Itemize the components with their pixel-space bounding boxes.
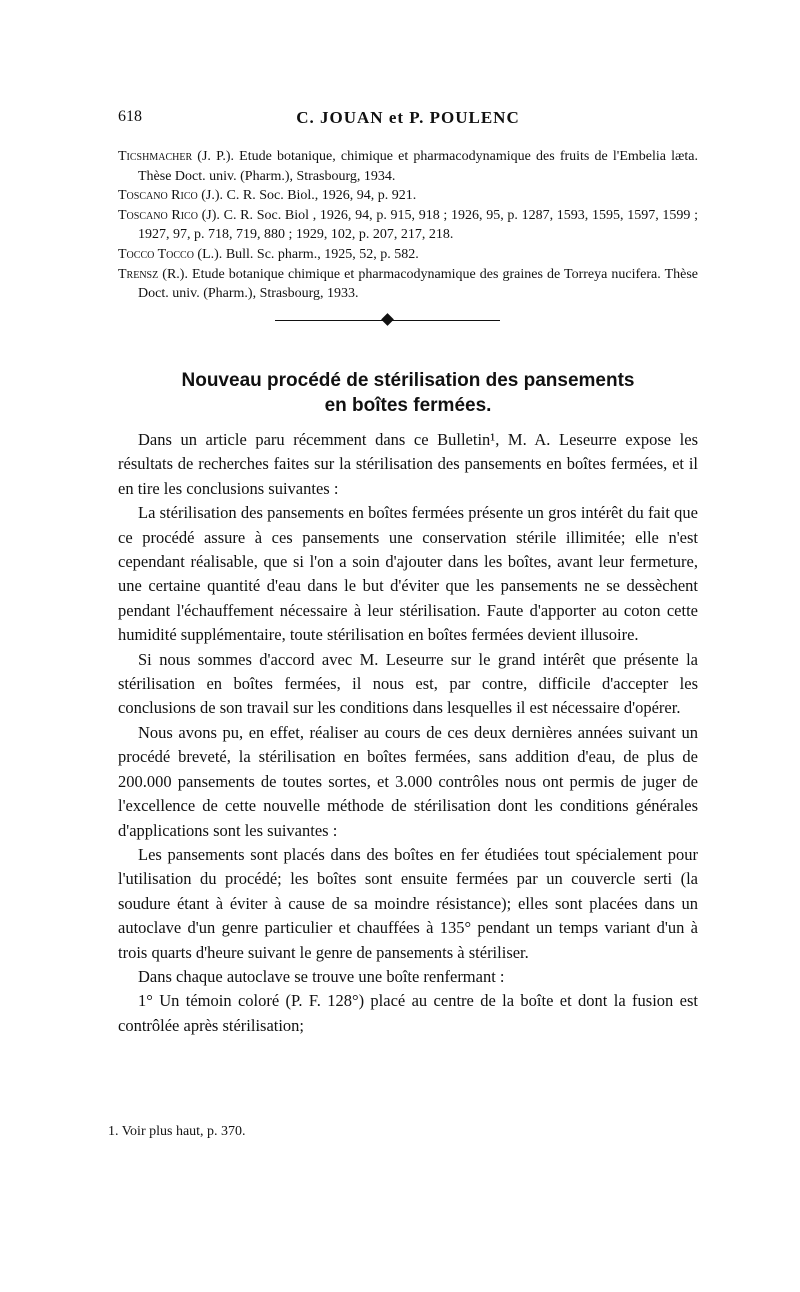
footnote: 1. Voir plus haut, p. 370. bbox=[108, 1124, 246, 1139]
reference-text: Bull. Sc. pharm., 1925, 52, p. 582. bbox=[225, 246, 419, 262]
reference-author: Tocco Tocco bbox=[118, 246, 194, 262]
article-title-line-1: Nouveau procédé de stérilisation des pansements bbox=[181, 370, 635, 391]
reference-entry bbox=[118, 147, 698, 186]
reference-text: C. R. Soc. Biol., 1926, 94, p. 921. bbox=[226, 188, 417, 204]
page-number: 618 bbox=[118, 108, 142, 125]
reference-initials: (L.). bbox=[193, 246, 226, 262]
body-paragraph: Les pansements sont placés dans des boîtes en fer étudiées tout spécialement pour l'utilisation du procédé; les boîtes sont ensuite fermées par un couvercle serti (la soudure étant à éviter à cause de sa moindre résistance); elles sont placées dans un autoclave d'un genre particulier et chauffées à 135° pendant un temps variant d'un à trois quarts d'heure suivant le genre de pansements à stériliser. bbox=[118, 844, 698, 962]
page-header bbox=[118, 108, 698, 138]
reference-entry bbox=[118, 186, 698, 206]
reference-text: C. R. Soc. Biol , 1926, 94, p. 915, 918 ; 1926, 95, p. 1287, 1593, 1595, 1597, 1599 ; 1927, 97, p. 718, 719, 880 ; 1929, 102, p. 207, 217, 218. bbox=[138, 207, 699, 243]
reference-initials: (J. P.). bbox=[192, 149, 240, 164]
body-paragraph: La stérilisation des pansements en boîtes fermées présente un gros intérêt du fait que ce procédé assure à ces pansements une conservation stérile illimitée; elle n'est cependant réalisable, que si l'on a soin d'ajouter dans les boîtes, avant leur fermeture, une certaine quantité d'eau dans le but d'éviter que les pansements ne se dessèchent pendant l'échauffement nécessaire à leur stérilisation. Faute d'apporter au coton cette humidité supplémentaire, toute stérilisation en boîtes fermées devient illusoire. bbox=[118, 503, 698, 645]
reference-author: Ticshmacher bbox=[118, 149, 193, 164]
reference-list bbox=[118, 147, 698, 304]
article-title bbox=[118, 368, 698, 418]
body-paragraph: Dans chaque autoclave se trouve une boîte renfermant : bbox=[138, 966, 505, 986]
reference-initials: (J). bbox=[197, 207, 224, 223]
article-body bbox=[118, 428, 698, 1038]
body-paragraph: Si nous sommes d'accord avec M. Leseurre sur le grand intérêt que présente la stérilisation en boîtes fermées, il nous est, par contre, difficile d'accepter les conclusions de son travail sur les conditions dans lesquelles il est nécessaire d'opérer. bbox=[118, 649, 698, 718]
reference-author: Trensz bbox=[118, 266, 159, 282]
body-paragraph: Nous avons pu, en effet, réaliser au cours de ces deux dernières années suivant un procédé breveté, la stérilisation en boîtes fermées, sans addition d'eau, de plus de 200.000 pansements de toutes sortes, et 3.000 contrôles nous ont permis de juger de l'excellence de cette nouvelle méthode de stérilisation dont les conditions générales d'applications sont les suivantes : bbox=[118, 722, 698, 840]
reference-entry bbox=[118, 265, 698, 304]
body-paragraph: 1° Un témoin coloré (P. F. 128°) placé au centre de la boîte et dont la fusion est contrôlée après stérilisation; bbox=[118, 991, 698, 1035]
reference-initials: (J.). bbox=[197, 188, 227, 204]
reference-author: Toscano Rico bbox=[118, 188, 198, 204]
reference-initials: (R.). bbox=[158, 266, 193, 282]
body-paragraph: Dans un article paru récemment dans ce Bulletin¹, M. A. Leseurre expose les résultats de recherches faites sur la stérilisation des pansements en boîtes fermées, et il en tire les conclusions suivantes : bbox=[118, 430, 698, 498]
section-divider bbox=[275, 316, 500, 326]
reference-text: Etude botanique chimique et pharmacodynamique des graines de Torreya nucifera. Thèse Doct. univ. (Pharm.), Strasbourg, 1933. bbox=[138, 266, 699, 302]
diamond-ornament-icon bbox=[381, 313, 394, 326]
reference-text: Etude botanique, chimique et pharmacodynamique des fruits de l'Embelia læta. Thèse Doct. univ. (Pharm.), Strasbourg, 1934. bbox=[138, 149, 698, 184]
reference-entry bbox=[118, 206, 698, 245]
reference-author: Toscano Rico bbox=[118, 207, 198, 223]
reference-entry bbox=[118, 245, 698, 265]
article-title-line-2: en boîtes fermées. bbox=[324, 395, 492, 416]
running-head: C. JOUAN et P. POULENC bbox=[296, 108, 520, 127]
